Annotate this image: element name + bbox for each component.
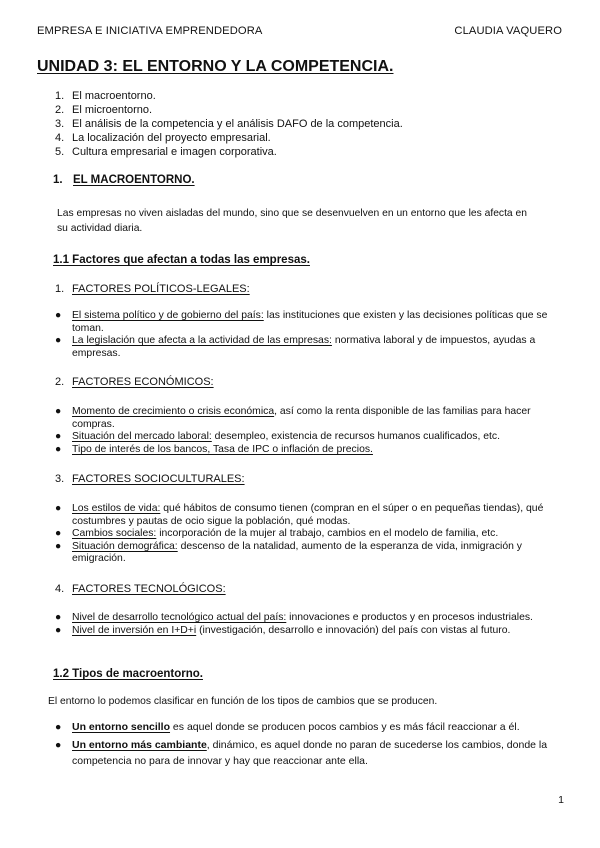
bullet-icon: ● — [55, 624, 62, 636]
list-item: ● Situación del mercado laboral: desempleo, existencia de recursos humanos cualificados, etc. — [55, 431, 500, 443]
tipos-intro-paragraph: El entorno lo podemos clasificar en función de los tipos de cambios que se producen. — [48, 696, 438, 707]
unit-title: UNIDAD 3: EL ENTORNO Y LA COMPETENCIA. — [37, 58, 394, 75]
factor-list-economicos — [55, 406, 555, 456]
bullet-icon: ● — [55, 406, 62, 417]
toc-item: 3. El análisis de la competencia y el análisis DAFO de la competencia. — [55, 118, 403, 131]
table-of-contents — [55, 89, 403, 159]
list-item: ● Un entorno sencillo es aquel donde se producen pocos cambios y es más fácil reaccionar a él. — [55, 719, 565, 736]
factor-heading-socioculturales: 3. FACTORES SOCIOCULTURALES: — [55, 473, 245, 485]
bullet-icon: ● — [55, 431, 62, 443]
bullet-icon: ● — [55, 738, 62, 751]
bullet-icon: ● — [55, 721, 62, 733]
factor-list-tecnologicos — [55, 612, 555, 637]
list-item: ● Los estilos de vida: qué hábitos de consumo tienen (compran en el súper o en pequeñas tiendas), qué costumbres y pautas de ocio sigue la población, qué modas. — [55, 503, 544, 527]
list-item: ● Cambios sociales: incorporación de la mujer al trabajo, cambios en el modelo de familia, etc. — [55, 528, 499, 540]
bullet-icon: ● — [55, 528, 62, 540]
bullet-icon: ● — [55, 310, 62, 321]
subsection-heading-factores: 1.1 Factores que afectan a todas las empresas. — [53, 254, 310, 266]
bullet-icon: ● — [55, 612, 62, 623]
toc-item: 1. El macroentorno. — [55, 90, 156, 102]
factor-heading-tecnologicos: 4. FACTORES TECNOLÓGICOS: — [55, 583, 226, 595]
toc-item: 5. Cultura empresarial e imagen corporativa. — [55, 146, 277, 159]
bullet-icon: ● — [55, 503, 62, 514]
subsection-heading-tipos: 1.2 Tipos de macroentorno. — [53, 668, 203, 680]
factor-list-socioculturales — [55, 503, 555, 566]
toc-item: 4. La localización del proyecto empresarial. — [55, 132, 271, 145]
list-item: ● Situación demográfica: descenso de la natalidad, aumento de la esperanza de vida, inmigración y emigración. — [55, 540, 522, 565]
list-item: ● Nivel de desarrollo tecnológico actual del país: innovaciones e productos y en procesos industriales. — [55, 612, 533, 623]
header-course-name: EMPRESA E INICIATIVA EMPRENDEDORA — [37, 25, 263, 37]
toc-item: 2. El microentorno. — [55, 104, 153, 117]
factor-heading-economicos: 2. FACTORES ECONÓMICOS: — [55, 376, 214, 388]
bullet-icon: ● — [55, 335, 62, 347]
list-item: ● El sistema político y de gobierno del país: las instituciones que existen y las decisiones políticas que se toman. — [55, 310, 548, 334]
list-item: ● Tipo de interés de los bancos, Tasa de IPC o inflación de precios. — [55, 443, 373, 455]
factor-heading-politicos: 1. FACTORES POLÍTICOS-LEGALES: — [55, 283, 250, 295]
intro-paragraph: Las empresas no viven aisladas del mundo, sino que se desenvuelven en un entorno que les afecta en su actividad diaria. — [57, 208, 527, 234]
section-heading-macroentorno: 1. EL MACROENTORNO. — [53, 174, 195, 186]
bullet-icon: ● — [55, 540, 62, 552]
tipos-list — [55, 719, 565, 771]
list-item: ● Nivel de inversión en I+D+i (investigación, desarrollo e innovación) del país con vistas al futuro. — [55, 624, 511, 636]
page-number: 1 — [558, 794, 564, 806]
header-author-name: CLAUDIA VAQUERO — [454, 25, 562, 37]
bullet-icon: ● — [55, 443, 62, 455]
list-item: ● La legislación que afecta a la actividad de las empresas: normativa laboral y de impuestos, ayudas a empresas. — [55, 335, 536, 359]
factor-list-politicos — [55, 310, 555, 360]
list-item: ● Un entorno más cambiante, dinámico, es aquel donde no paran de sucederse los cambios, donde la competencia no para de innovar y hay que reaccionar ante ella. — [55, 738, 548, 767]
list-item: ● Momento de crecimiento o crisis económica, así como la renta disponible de las familias para hacer compras. — [55, 406, 531, 430]
